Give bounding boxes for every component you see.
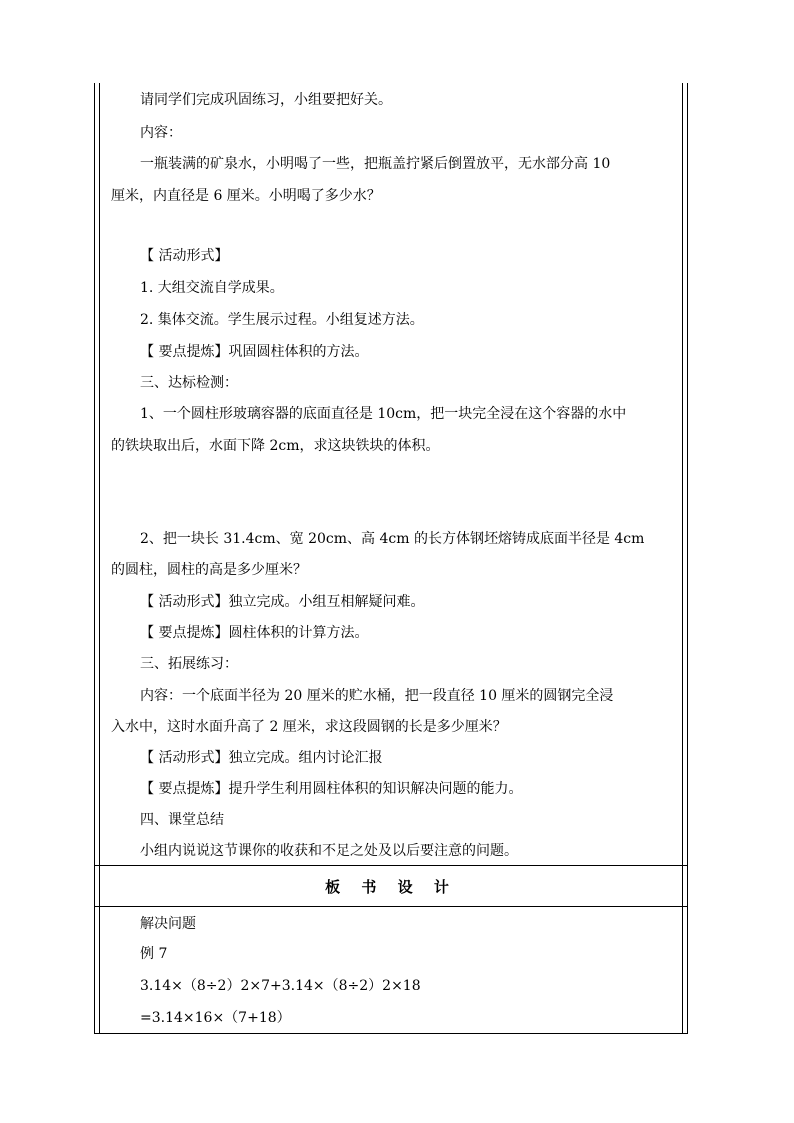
board-title: 板 书 设 计: [325, 877, 457, 896]
activity-q2: 【 活动形式】独立完成。小组互相解疑问难。: [140, 594, 425, 610]
problem-line-2: 厘米，内直径是 6 厘米。小明喝了多少水？: [111, 188, 381, 204]
intro-text: 请同学们完成巩固练习，小组要把好关。: [140, 92, 392, 108]
activity-item-1: 1. 大组交流自学成果。: [140, 280, 284, 296]
question-1-line-2: 的铁块取出后，水面下降 2cm，求这块铁块的体积。: [111, 438, 440, 454]
key-point: 【 要点提炼】巩固圆柱体积的方法。: [140, 344, 369, 360]
heading-extension: 三、拓展练习：: [140, 656, 238, 672]
extension-line-2: 入水中，这时水面升高了 2 厘米，求这段圆钢的长是多少厘米？: [111, 719, 507, 735]
key-point-q2: 【 要点提炼】圆柱体积的计算方法。: [140, 625, 369, 641]
board-line-2: 例 7: [140, 946, 168, 962]
board-line-4: =3.14×16×（7+18）: [140, 1010, 291, 1026]
summary-text: 小组内说说这节课你的收获和不足之处及以后要注意的问题。: [140, 843, 518, 859]
extension-line-1: 内容：一个底面半径为 20 厘米的贮水桶，把一段直径 10 厘米的圆钢完全浸: [140, 688, 614, 704]
question-2-line-1: 2、把一块长 31.4cm、宽 20cm、高 4cm 的长方体钢坯熔铸成底面半径是 4cm: [140, 531, 645, 547]
problem-line-1: 一瓶装满的矿泉水，小明喝了一些，把瓶盖拧紧后倒置放平，无水部分高 10: [140, 156, 611, 172]
question-2-line-2: 的圆柱，圆柱的高是多少厘米？: [111, 562, 307, 578]
key-point-extension: 【 要点提炼】提升学生利用圆柱体积的知识解决问题的能力。: [140, 781, 523, 797]
activity-extension: 【 活动形式】独立完成。组内讨论汇报: [140, 750, 383, 766]
board-header: [94, 865, 688, 907]
board-line-3: 3.14×（8÷2）2×7+3.14×（8÷2）2×18: [140, 978, 421, 994]
heading-summary: 四、课堂总结: [140, 812, 224, 828]
activity-label: 【 活动形式】: [140, 248, 229, 264]
board-line-1: 解决问题: [140, 916, 196, 932]
heading-check: 三、达标检测：: [140, 375, 238, 391]
activity-item-2: 2. 集体交流。学生展示过程。小组复述方法。: [140, 312, 424, 328]
question-1-line-1: 1、一个圆柱形玻璃容器的底面直径是 10cm，把一块完全浸在这个容器的水中: [140, 406, 627, 422]
content-label: 内容：: [140, 125, 182, 141]
board-header-bottom-rule: [94, 906, 688, 907]
